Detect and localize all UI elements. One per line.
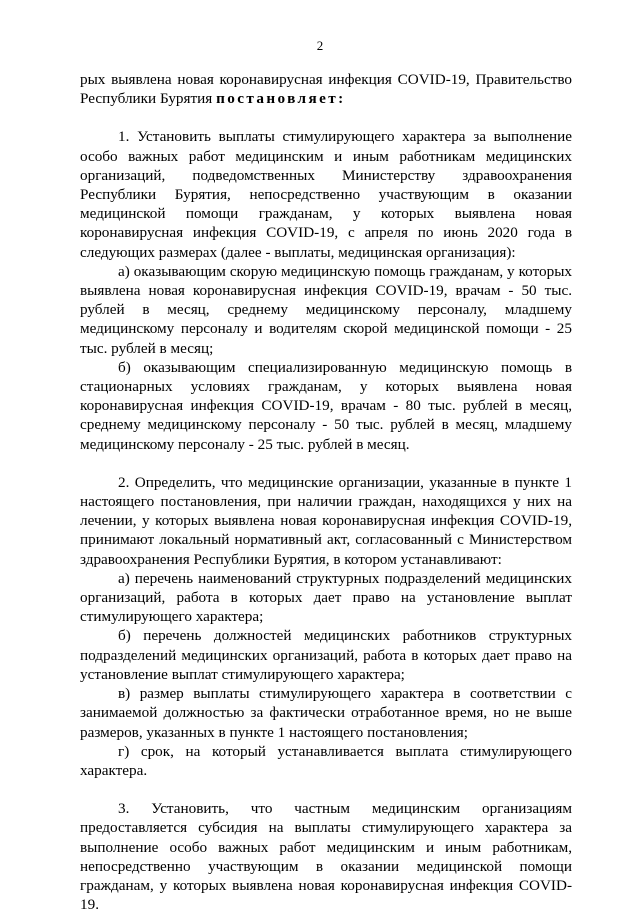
page-number: 2 — [316, 38, 324, 53]
spacer — [80, 454, 572, 473]
item-1-paragraph: 1. Установить выплаты стимулирующего характера за выполнение особо важных работ медицинским и иным работникам медицинских организаций, подведомственных Министерству здравоохранения Республики Бурятия, непосредственно участвующим в оказании медицинской помощи гражданам, у которых выявлена новая коронавирусная инфекция COVID-19, с апреля по июнь 2020 года в следующих размерах (далее - выплаты, медицинская организация): — [80, 128, 572, 261]
decree-word: постановляет: — [216, 90, 346, 108]
spacer — [80, 780, 572, 799]
item-2-sub-b: б) перечень должностей медицинских работников структурных подразделений медицинских организаций, работа в которых дает право на установление выплат стимулирующего характера; — [80, 627, 572, 683]
item-2-sub-c: в) размер выплаты стимулирующего характера в соответствии с занимаемой должностью за фактически отработанное время, но не выше размеров, указанных в пункте 1 настоящего постановления; — [80, 685, 572, 741]
spacer — [80, 108, 572, 127]
item-2-sub-a: а) перечень наименований структурных подразделений медицинских организаций, работа в которых дает право на установление выплат стимулирующего характера; — [80, 569, 572, 626]
item-1-sub-b: б) оказывающим специализированную медицинскую помощь в стационарных условиях гражданам, у которых выявлена новая коронавирусная инфекция COVID-19, врачам - 80 тыс. рублей в месяц, среднему медицинскому персоналу - 50 тыс. рублей в месяц, младшему медицинскому персоналу - 25 тыс. рублей в месяц. — [80, 358, 572, 453]
document-body — [80, 70, 572, 914]
intro-paragraph — [80, 70, 572, 108]
item-1-sub-a: а) оказывающим скорую медицинскую помощь гражданам, у которых выявлена новая коронавирусная инфекция COVID-19, врачам - 50 тыс. рублей в месяц, среднему медицинскому персоналу, младшему медицинскому персоналу и водителям скорой медицинской помощи - 25 тыс. рублей в месяц; — [80, 262, 572, 357]
item-3-paragraph: 3. Установить, что частным медицинским организациям предоставляется субсидия на выплаты стимулирующего характера за выполнение особо важных работ медицинским и иным работникам, непосредственно участвующим в оказании медицинской помощи гражданам, у которых выявлена новая коронавирусная инфекция COVID-19. — [80, 800, 572, 914]
item-2-sub-d: г) срок, на который устанавливается выплата стимулирующего характера. — [80, 742, 572, 779]
item-2-paragraph: 2. Определить, что медицинские организации, указанные в пункте 1 настоящего постановления, при наличии граждан, находящихся у них на лечении, у которых выявлена новая коронавирусная инфекция COVID-19, принимают локальный нормативный акт, согласованный с Министерством здравоохранения Республики Бурятия, в котором устанавливают: — [80, 473, 572, 568]
intro-text: рых выявлена новая коронавирусная инфекция COVID-19, Правительство Республики Бурятия — [80, 71, 572, 108]
